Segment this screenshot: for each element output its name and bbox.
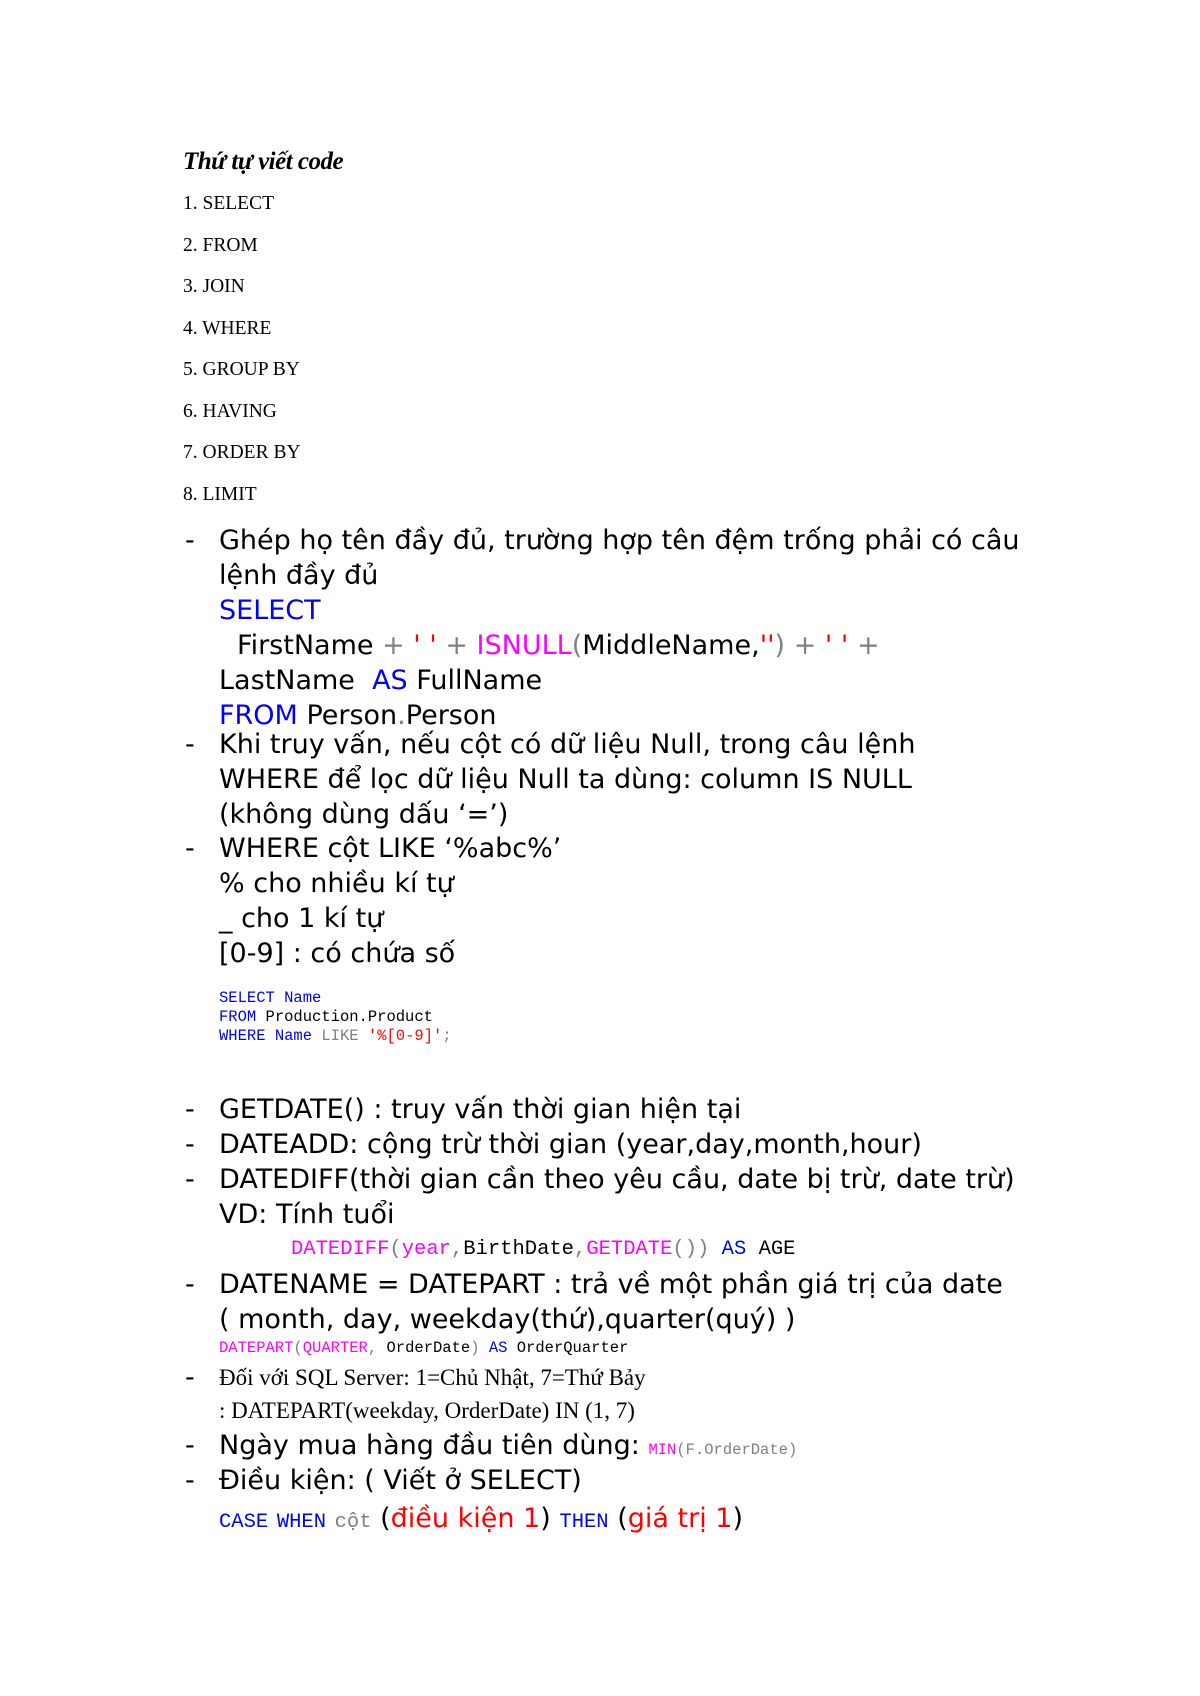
like-line3: _ cho 1 kí tự <box>219 903 384 934</box>
section-case <box>185 1463 1085 1540</box>
list-item: 5. GROUP BY <box>183 359 300 380</box>
code-alias: OrderQuarter <box>516 1339 629 1357</box>
code-comma: , <box>573 1238 587 1261</box>
code-datepart: QUARTER <box>302 1339 368 1357</box>
null-line3: (không dùng dấu ‘=’) <box>219 799 509 830</box>
section-sqlserver-weekday <box>185 1361 1085 1427</box>
code-middlename: MiddleName, <box>582 630 760 661</box>
code-paren: ) <box>540 1503 551 1534</box>
code-empty-literal: '' <box>759 630 775 661</box>
bullet-dash: - <box>185 729 195 760</box>
null-line1: Khi truy vấn, nếu cột có dữ liệu Null, trong câu lệnh <box>219 729 916 760</box>
code-comma: , <box>367 1339 378 1357</box>
code-fullname: FullName <box>416 665 543 696</box>
section-fullname <box>185 523 1085 733</box>
code-line <box>219 1008 1085 1027</box>
case-line1: Điều kiện: ( Viết ở SELECT) <box>219 1465 582 1496</box>
datepart-line1: DATENAME = DATEPART : trả về một phần giá trị của date <box>219 1269 1003 1300</box>
code-schema: Person <box>306 700 398 731</box>
code-function: MIN <box>648 1441 677 1459</box>
code-column: Name <box>274 1027 313 1045</box>
code-value: giá trị 1 <box>627 1503 733 1534</box>
null-line2: WHERE để lọc dữ liệu Null ta dùng: column IS NULL <box>219 764 912 795</box>
code-plus: + <box>382 630 405 661</box>
section-getdate <box>185 1092 1085 1127</box>
code-when-keyword: WHEN <box>276 1511 327 1534</box>
code-as-line <box>219 663 1085 698</box>
code-space-literal: ' ' <box>413 630 437 661</box>
code-select-keyword: SELECT <box>219 989 275 1007</box>
code-select-keyword: SELECT <box>219 595 321 626</box>
bullet-dash: - <box>185 1129 195 1160</box>
bullet-dash: - <box>185 525 195 556</box>
page-title: Thứ tự viết code <box>183 148 344 175</box>
section-datediff <box>185 1162 1085 1267</box>
bullet-dash: - <box>185 1465 195 1496</box>
code-concat-line <box>219 628 1085 663</box>
code-column: cột <box>334 1511 372 1534</box>
code-pattern: '%[0-9]' <box>367 1027 443 1045</box>
code-lastname: LastName <box>219 665 355 696</box>
code-from-keyword: FROM <box>219 1008 257 1026</box>
code-paren: ) <box>470 1339 480 1357</box>
code-paren: ) <box>732 1503 744 1534</box>
weekday-line1: Đối với SQL Server: 1=Chủ Nhật, 7=Thứ Bảy <box>219 1365 646 1390</box>
code-argument: (F.OrderDate) <box>676 1441 798 1459</box>
section-datepart <box>185 1267 1085 1359</box>
code-space-literal: ' ' <box>824 630 849 661</box>
list-item: 4. WHERE <box>183 317 272 339</box>
code-paren: ) <box>774 630 786 661</box>
code-datepart: year <box>401 1238 451 1261</box>
code-paren: ( <box>571 630 583 661</box>
code-line <box>219 989 1085 1008</box>
first-purchase-text: Ngày mua hàng đầu tiên dùng: <box>219 1430 649 1461</box>
code-table: Production.Product <box>265 1008 433 1026</box>
code-case-keyword: CASE <box>219 1511 269 1534</box>
bullet-dash: - <box>185 1164 195 1195</box>
like-line4: [0-9] : có chứa số <box>219 938 456 969</box>
code-from-keyword: FROM <box>219 700 298 731</box>
code-like-keyword: LIKE <box>321 1027 359 1045</box>
code-paren: ()) <box>672 1238 710 1261</box>
code-comma: , <box>450 1238 464 1261</box>
sql-order-list <box>183 192 301 524</box>
like-line1: WHERE cột LIKE ‘%abc%’ <box>219 833 562 864</box>
code-firstname: FirstName <box>237 630 374 661</box>
code-isnull: ISNULL <box>476 630 572 661</box>
code-function: DATEDIFF <box>291 1238 390 1261</box>
code-condition: điều kiện 1 <box>390 1503 541 1534</box>
datediff-line1: DATEDIFF(thời gian cần theo yêu cầu, date bị trừ, date trừ) <box>219 1164 1015 1195</box>
list-item: 8. LIMIT <box>183 483 257 505</box>
code-paren: ( <box>617 1503 628 1534</box>
code-line <box>219 1027 1085 1046</box>
datediff-code <box>219 1232 1085 1267</box>
code-plus: + <box>856 630 880 661</box>
section-null <box>185 727 1085 832</box>
code-where-keyword: WHERE <box>219 1027 266 1045</box>
code-column: BirthDate <box>463 1238 574 1261</box>
first-purchase-line <box>219 1428 1085 1463</box>
weekday-line2: : DATEPART(weekday, OrderDate) IN (1, 7) <box>219 1398 635 1423</box>
list-item: 2. FROM <box>183 234 258 256</box>
code-plus: + <box>445 630 468 661</box>
code-alias: AGE <box>758 1238 796 1261</box>
dateadd-line: DATEADD: cộng trừ thời gian (year,day,month,hour) <box>219 1129 922 1160</box>
like-line2: % cho nhiều kí tự <box>219 868 454 899</box>
code-function: DATEPART <box>219 1339 294 1357</box>
bullet-dash: - <box>185 1269 195 1300</box>
fullname-text-line1: Ghép họ tên đầy đủ, trường hợp tên đệm trống phải có câu <box>219 525 1020 556</box>
code-function: GETDATE <box>586 1238 673 1261</box>
list-item: 3. JOIN <box>183 276 245 297</box>
datepart-code <box>219 1337 1085 1359</box>
code-semicolon: ; <box>442 1027 452 1045</box>
code-paren: ( <box>389 1238 402 1261</box>
code-plus: + <box>793 630 817 661</box>
code-dot: . <box>397 700 406 731</box>
code-paren: ( <box>380 1503 391 1534</box>
code-column: Name <box>284 989 322 1007</box>
code-paren: ( <box>293 1339 303 1357</box>
datediff-line2: VD: Tính tuổi <box>219 1199 395 1230</box>
datepart-line2: ( month, day, weekday(thứ),quarter(quý) ) <box>219 1304 796 1335</box>
code-as-keyword: AS <box>372 665 408 696</box>
code-column: OrderDate <box>386 1339 471 1357</box>
section-first-purchase <box>185 1428 1085 1463</box>
code-table: Person <box>405 700 497 731</box>
code-as-keyword: AS <box>721 1238 747 1261</box>
case-code <box>219 1501 1085 1540</box>
section-like <box>185 831 1085 1046</box>
bullet-dash: - <box>185 1362 195 1393</box>
like-code-block <box>219 989 1085 1046</box>
fullname-text-line2: lệnh đầy đủ <box>219 560 379 591</box>
bullet-dash: - <box>185 1430 195 1461</box>
section-dateadd <box>185 1127 1085 1162</box>
code-as-keyword: AS <box>488 1339 508 1357</box>
list-item: 7. ORDER BY <box>183 442 301 463</box>
bullet-dash: - <box>185 833 195 864</box>
code-then-keyword: THEN <box>559 1511 609 1534</box>
getdate-line: GETDATE() : truy vấn thời gian hiện tại <box>219 1094 742 1125</box>
bullet-dash: - <box>185 1094 195 1125</box>
list-item: 6. HAVING <box>183 400 277 422</box>
list-item: 1. SELECT <box>183 193 274 214</box>
